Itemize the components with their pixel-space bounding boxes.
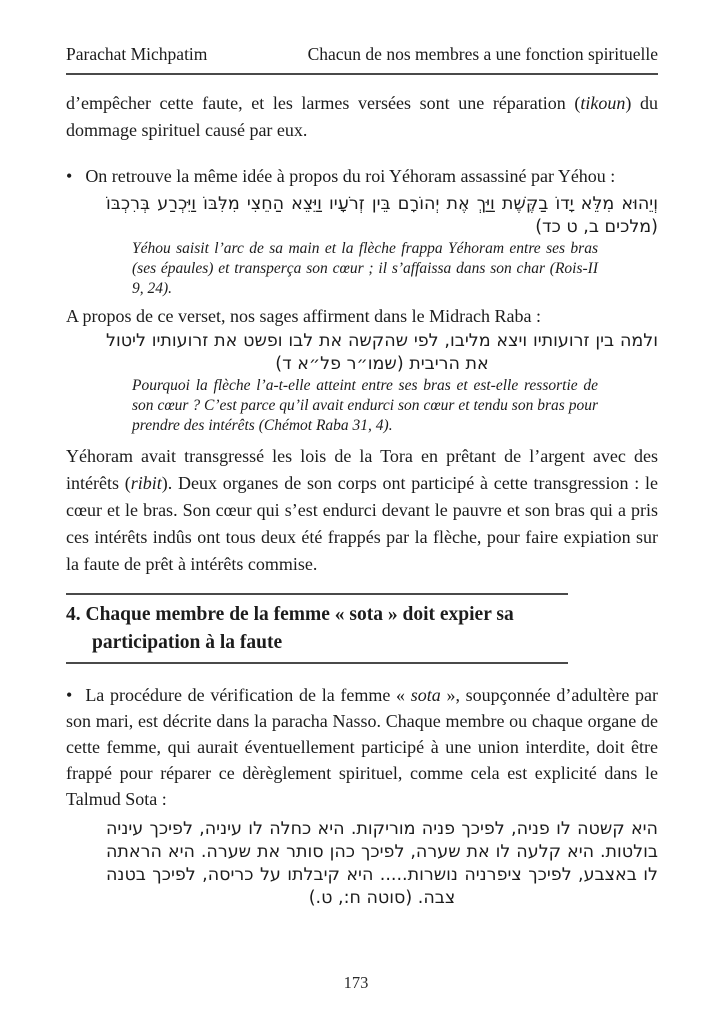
translation-kings-text: Yéhou saisit l’arc de sa main et la flèche frappa Yéhoram entre ses bras (ses épaules) et transperça son cœur ; il s’affaissa dans son char (Rois-II 9, 24). (132, 240, 598, 297)
hebrew-quote-kings: וְיֵהוּא מִלֵּא יָדוֹ בַקֶּשֶׁת וַיַּךְ אֶת יְהוֹרָם בֵּין זְרֹעָיו וַיֵּצֵא הַחֵצִי מִלִּבּוֹ וַיִּכְרַע בְּרִכְבּוֹ (מלכים ב, ט כד) (106, 194, 658, 237)
section-heading-title: Chaque membre de la femme « sota » doit expier sa participation à la faute (85, 604, 514, 653)
translation-midrach-text: Pourquoi la flèche l’a-t-elle atteint entre ses bras et est-elle ressortie de son cœur ? C’est parce qu’il avait endurci son cœur et tendu son bras pour prendre des intérêts (Chémot Raba 31, 4). (132, 377, 598, 434)
hebrew-quote-sota: היא קשטה לו פניה, לפיכך פניה מוריקות. היא כחלה לו עיניה, לפיכך עיניה בולטות. היא קלעה לו את שערה, לפיכך כהן סותר את שערה. היא הראתה לו באצבע, לפיכך ציפרניה נושרות..... היא קיבלתו על כריסה, לפיכך בטנה צבה. (סוטה ח:, ט.) (106, 819, 658, 908)
bullet-icon: • (66, 685, 73, 705)
running-title-right: Chacun de nos membres a une fonction spirituelle (307, 44, 658, 64)
midrach-intro-paragraph: A propos de ce verset, nos sages affirment dans le Midrach Raba : (66, 306, 542, 326)
bullet-paragraph-sota-text: La procédure de vérification de la femme « sota », soupçonnée d’adultère par son mari, est décrite dans la paracha Nasso. Chaque membre ou chaque organe de cette femme, qui aurait éventuellement participé à une union interdite, doit être frappé pour réparer ce dèrèglement spirituel, comme cela est explicité dans le Talmud Sota : (66, 685, 658, 809)
bullet-paragraph-yehoram-text: On retrouve la même idée à propos du roi Yéhoram assassiné par Yéhou : (85, 166, 616, 186)
hebrew-quote-midrach: ולמה בין זרועותיו ויצא מליבו, לפי שהקשה את לבו ופשט את זרועותיו ליטול את הריבית (שמו״ר פל״א ד) (106, 331, 658, 374)
translation-kings (132, 239, 598, 299)
yehoram-commentary-paragraph: Yéhoram avait transgressé les lois de la Tora en prêtant de l’argent avec des intérêts (ribit). Deux organes de son corps ont participé à cette transgression : le cœur et le bras. Son cœur qui s’est endurci devant le pauvre et son bras qui a pris ces intérêts indûs ont tous deux été frappés par la flèche, pour faire expiation sur la faute de prêt à intérêts commise. (66, 446, 658, 574)
section-heading-number: 4. (66, 604, 81, 625)
bullet-icon: • (66, 166, 73, 186)
page-number: 173 (343, 973, 369, 992)
bullet-paragraph-yehoram (66, 163, 658, 190)
running-title-left: Parachat Michpatim (66, 44, 208, 64)
intro-paragraph: d’empêcher cette faute, et les larmes versées sont une réparation (tikoun) du dommage spirituel causé par eux. (66, 93, 658, 140)
section-heading-text (66, 601, 568, 657)
running-header (66, 44, 658, 75)
translation-midrach (132, 376, 598, 436)
bullet-paragraph-sota (66, 682, 658, 812)
section-heading (66, 593, 568, 664)
